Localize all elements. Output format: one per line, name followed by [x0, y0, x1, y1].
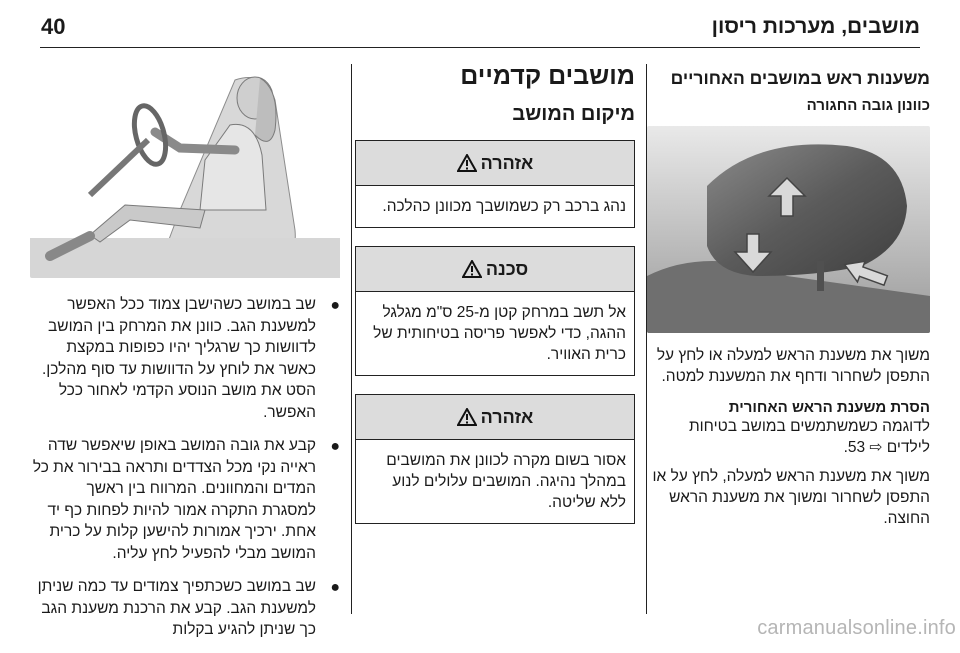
warning-box-1-header	[356, 141, 634, 186]
seated-driver-illustration	[30, 60, 342, 278]
watermark: carmanualsonline.info	[757, 617, 956, 639]
bullet-1-text: שב במושב כשהישבן צמוד ככל האפשר למשענת הגב. כוונן את המרחק בין המושב לדוושות כך שרגליך יהיו כפופות במקצת כאשר את לוחץ על הדוושות עד סוף מהלכן. הסט את מושב הנוסע הקדמי לאחור ככל האפשר.	[41, 296, 316, 421]
danger-box	[355, 246, 635, 376]
warning-triangle-icon	[462, 260, 482, 278]
middle-column	[355, 60, 635, 524]
warning-box-1-label: אזהרה	[480, 152, 534, 173]
warning-box-2-label: אזהרה	[480, 406, 534, 427]
danger-box-label: סכנה	[485, 258, 529, 279]
warning-box-1-text: נהג ברכב רק כשמושבך מכוונן כהלכה.	[382, 198, 626, 215]
caption-raise-lower: משוך את משענת הראש למעלה או לחץ על התפסן לשחרור ודחף את המשענת למטה.	[656, 347, 930, 385]
bullet-icon: ●	[330, 579, 340, 596]
subtitle-height-adjust: כוונון גובה החגורה	[806, 97, 930, 114]
running-title: מושבים, מערכות ריסון	[711, 15, 920, 38]
bullet-3-text: שב במושב כשכתפיך צמודים עד כמה שניתן למשענת הגב. קבע את הרכנת משענת הגב כך שניתן להגיע בקלות	[37, 578, 316, 638]
page-footer	[0, 616, 960, 642]
page-header	[0, 0, 960, 52]
column-divider-left	[351, 64, 352, 614]
warning-box-2	[355, 394, 635, 524]
right-column	[645, 60, 930, 529]
subhead-remove-headrest: הסרת משענת הראש האחורית	[728, 399, 930, 416]
danger-box-text: אל תשב במרחק קטן מ-25 ס"מ מגלגל ההגה, כדי לאפשר פריסה בטיחותית של כרית האוויר.	[373, 304, 626, 363]
danger-box-header	[356, 247, 634, 292]
warning-box-1	[355, 140, 635, 228]
page-number: 40	[41, 14, 66, 39]
left-column	[30, 60, 342, 653]
subtitle-seat-position: מיקום המושב	[512, 103, 635, 125]
list-item	[30, 294, 340, 423]
headrest-photo	[647, 126, 930, 333]
seat-instructions-list	[30, 294, 342, 641]
warning-triangle-icon	[457, 154, 477, 172]
caption-child-seat: לדוגמה כשמשתמשים במושב בטיחות לילדים ⇨ 53.	[688, 418, 930, 456]
caption-pull-out: משוך את משענת הראש למעלה, לחץ על או התפסן לשחרור ומשוך את משענת הראש החוצה.	[652, 468, 930, 527]
warning-box-2-text: אסור בשום מקרה לכוונן את המושבים במהלך נהיגה. המושבים עלולים לנוע ללא שליטה.	[386, 452, 626, 511]
warning-triangle-icon	[457, 408, 477, 426]
bullet-icon: ●	[330, 438, 340, 455]
list-item	[30, 435, 340, 564]
bullet-icon: ●	[330, 297, 340, 314]
bullet-2-text: קבע את גובה המושב באופן שיאפשר שדה ראייה נקי מכל הצדדים ותראה בבירור את כל המדים והמחוונים. המרווח בין ראשך למסגרת התקרה אמור להיות לפחות כף יד אחת. ירכיך אמורות להישען קלות על כרית המושב מבלי להפעיל לחץ עליה.	[32, 437, 316, 562]
warning-box-2-header	[356, 395, 634, 440]
section-title-front-seats: מושבים קדמיים	[460, 62, 635, 90]
section-title-rear-headrests: משענות ראש במושבים האחוריים	[670, 68, 930, 88]
header-rule	[40, 47, 920, 48]
